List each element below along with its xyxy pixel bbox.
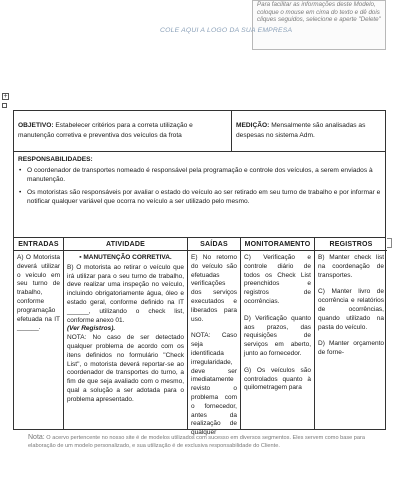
- saidas-note: NOTA: Caso seja identificada irregularidade, deve ser imediatamente revisto o problema com o fornecedor, antes da realização de qualquer: [191, 332, 237, 437]
- measurement-cell: [232, 111, 385, 151]
- registros-d: D) Manter orçamento de forne-: [318, 340, 384, 357]
- measurement-label: MEDIÇÃO:: [236, 122, 270, 129]
- logo-placeholder[interactable]: COLE AQUI A LOGO DA SUA EMPRESA: [160, 27, 293, 34]
- col-registros: [315, 251, 387, 430]
- objective-text: Estabelecer critérios para a correta utilização e manutenção corretiva e preventiva dos veículos da frota: [18, 122, 193, 139]
- footer-note: [28, 434, 378, 450]
- atividade-heading: ▪ MANUTENÇÃO CORRETIVA.: [67, 254, 184, 263]
- footer-label: Nota:: [28, 434, 45, 441]
- expand-icon[interactable]: +: [3, 93, 8, 100]
- col-atividade: [64, 251, 188, 430]
- registros-c: C) Manter livro de ocorrência e relatórios de ocorrências, quando utilizado na pasta do veículo.: [318, 288, 384, 331]
- process-table: [13, 238, 386, 437]
- objective-row: [14, 111, 385, 152]
- responsibilities-section: [14, 152, 385, 206]
- col-entradas: [14, 251, 64, 430]
- footer-text: O acervo pertencente no nosso site é de modelos utilizados com sucesso em diversos segmentos. Eles servem como base para elaboração de um modelo personalizado, e sua utilização é de exclusiva responsabilidade do Cliente.: [28, 435, 365, 449]
- instructions-note: Para facilitar as informações deste Modelo, coloque o mouse em cima do texto e dê dois cliques seguidos, selecione e aperte "Delete": [252, 0, 386, 50]
- monitoramento-c: C) Verificação e controle diário de todos os Check List preenchidos e registros de ocorrências.: [244, 254, 311, 305]
- col-monitoramento: [241, 251, 315, 430]
- measurement-text: Mensalmente são analisadas as despesas no sistema Adm.: [236, 122, 366, 139]
- responsibility-item: • O coordenador de transportes nomeado é responsável pela programação e controle dos veículos, a serem enviados à manutenção.: [18, 166, 381, 184]
- responsibility-item: • Os motoristas são responsáveis por avaliar o estado do veículo ao ser retirado em seu turno de trabalho e por informar e notificar qualquer variável que ocorra no veículo a ser utilizado pelo mesmo.: [18, 188, 381, 206]
- entradas-text: A) O Motorista deverá utilizar o veículo em seu turno de trabalho, conforme programação efetuada na IT ______.: [17, 254, 60, 332]
- header-monitoramento: MONITORAMENTO: [241, 238, 315, 251]
- header-registros: REGISTROS: [315, 238, 387, 251]
- objective-label: OBJETIVO:: [18, 122, 54, 129]
- monitoramento-d: D) Verificação quanto aos prazos, das requisições de serviços em aberto, junto ao fornecedor.: [244, 314, 311, 357]
- atividade-note: NOTA: No caso de ser detectado qualquer problema de acordo com os itens definidos no formulário "Check List", o motorista deverá reportar-se ao coordenador de transportes do turno, a fim de que seja avaliado com o mesmo, qual a solução a ser adotada para o problema apresentado.: [67, 334, 184, 403]
- col-saidas: [188, 251, 241, 437]
- monitoramento-g: G) Os veículos são controlados quanto à quilometragem para: [244, 366, 311, 392]
- header-saidas: SAÍDAS: [188, 238, 241, 251]
- paragraph-mark-icon: [2, 103, 7, 108]
- objective-cell: [14, 111, 232, 151]
- atividade-see-records: (Ver Registros).: [67, 325, 116, 333]
- header-box: [13, 110, 386, 238]
- responsibilities-title: RESPONSABILIDADES:: [18, 156, 93, 163]
- saidas-step-e: E) No retorno do veículo são efetuadas verificações dos serviços executados e liberados para uso.: [191, 254, 237, 323]
- table-move-handle-icon[interactable]: [387, 238, 392, 248]
- header-entradas: ENTRADAS: [14, 238, 64, 251]
- registros-b: B) Manter check list na coordenação de transportes.: [318, 254, 384, 279]
- atividade-step-b: B) O motorista ao retirar o veículo que irá utilizar para o seu turno de trabalho, deve realizar uma inspeção no veículo, incluindo obrigatoriamente água, óleo e estado geral, conforme definido na IT ______, utilizando o check list, conforme anexo 01.: [67, 263, 184, 324]
- header-atividade: ATIVIDADE: [64, 238, 188, 251]
